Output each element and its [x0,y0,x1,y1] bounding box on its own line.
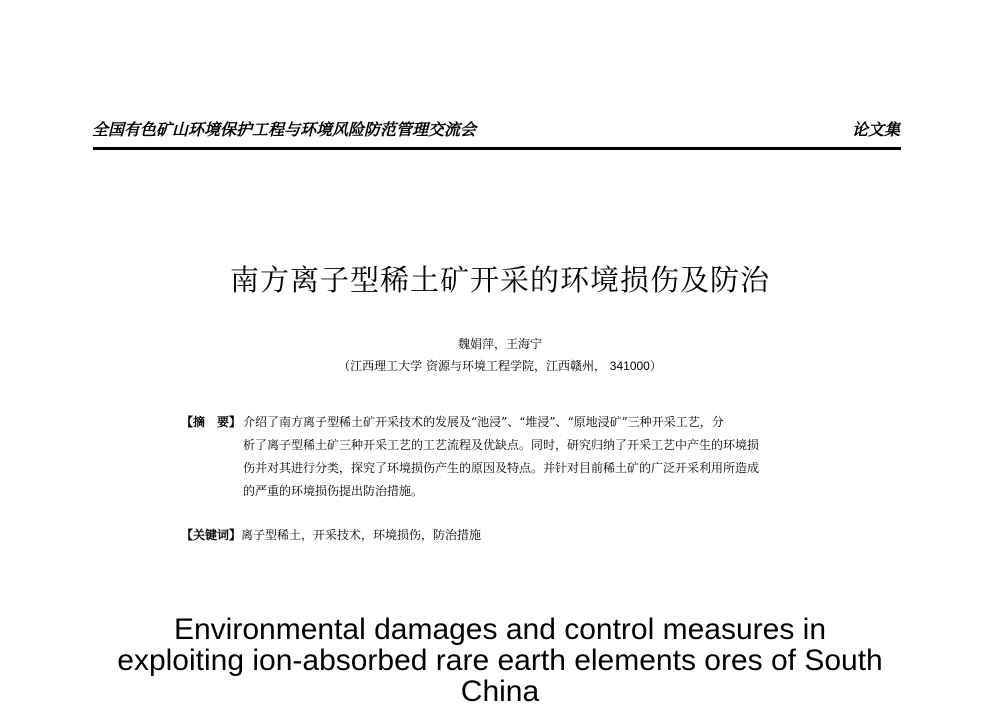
affiliation-text: （江西理工大学 资源与环境工程学院，江西赣州， [338,359,606,373]
paper-affiliation [0,357,1000,374]
keywords [181,526,481,543]
abstract-label: 【摘 要】 [181,415,242,429]
abstract-body [243,411,833,503]
paper-title-chinese: 南方离子型稀土矿开采的环境损伤及防治 [229,263,770,297]
abstract-line: 的严重的环境损伤提出防治措施。 [243,484,424,498]
conference-name: 全国有色矿山环境保护工程与环境风险防范管理交流会 [92,120,477,139]
abstract-line: 伤并对其进行分类，探究了环境损伤产生的原因及特点。并针对目前稀土矿的广泛开采利用所造成 [243,461,760,475]
keywords-text: 离子型稀土，开采技术，环境损伤，防治措施 [241,528,482,542]
abstract-line: 析了离子型稀土矿三种开采工艺的工艺流程及优缺点。同时，研究归纳了开采工艺中产生的环境损 [243,438,760,452]
header-divider [93,147,901,150]
paper-authors: 魏娟萍，王海宁 [457,337,542,351]
english-title-line: Environmental damages and control measures in [173,613,827,646]
english-title-line: exploiting ion-absorbed rare earth elements ores of South [117,644,883,677]
affiliation-postcode: 341000） [609,359,662,373]
paper-title-english [0,614,1000,707]
collection-label: 论文集 [851,120,900,139]
english-title-line: China [460,675,540,708]
abstract-line: 介绍了南方离子型稀土矿开采技术的发展及“池浸”、“堆浸”、“原地浸矿”三种开采工艺，分 [243,415,724,429]
keywords-label: 【关键词】 [181,528,242,542]
